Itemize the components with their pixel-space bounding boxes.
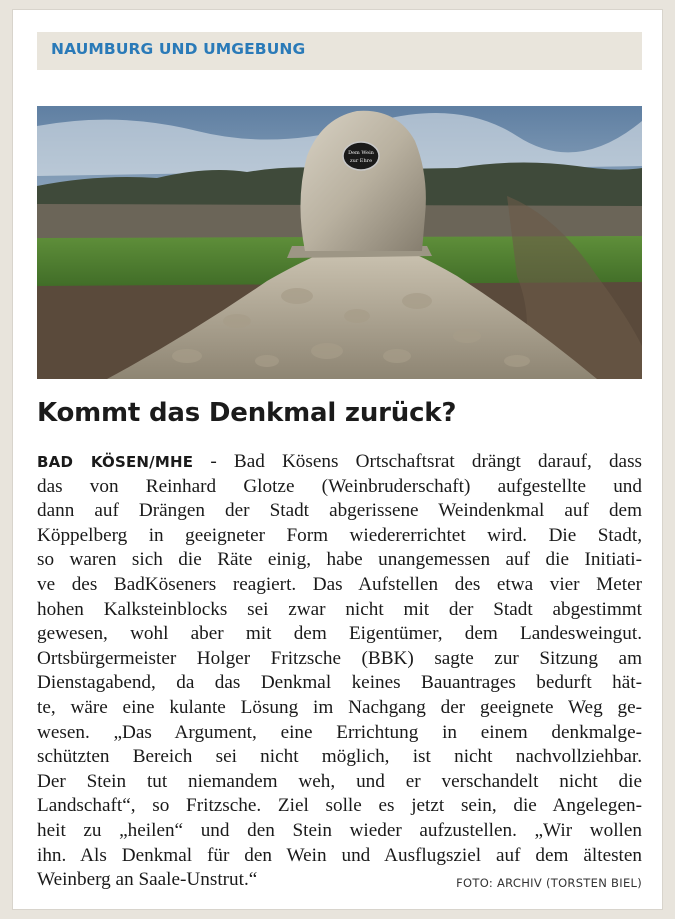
- article-line: so waren sich die Räte einig, habe unangemessen auf die Initiati-: [37, 549, 642, 571]
- plaque-text-2: zur Ehre: [349, 158, 373, 164]
- dateline: BAD KÖSEN/MHE: [37, 453, 194, 471]
- article-line: heit zu „heilen“ und den Stein wieder aufzustellen. „Wir wollen: [37, 819, 642, 841]
- article-line: Dienstagabend, da das Denkmal keines Bauantrages bedurft hät-: [37, 672, 642, 694]
- article-body: [37, 450, 642, 893]
- article-line: Ortsbürgermeister Holger Fritzsche (BBK) sagte zur Sitzung am: [37, 647, 642, 669]
- article-line: wesen. „Das Argument, eine Errichtung in einem denkmalge-: [37, 721, 642, 743]
- article-line: hohen Kalksteinblocks sei zwar nicht mit der Stadt abgestimmt: [37, 598, 642, 620]
- section-label: NAUMBURG UND UMGEBUNG: [51, 40, 306, 58]
- article-line: Köppelberg in geeigneter Form wiedererrichtet wird. Die Stadt,: [37, 524, 642, 546]
- article-line: Der Stein tut niemandem weh, und er verschandelt nicht die: [37, 770, 642, 792]
- article-photo: [37, 106, 642, 379]
- headline: Kommt das Denkmal zurück?: [37, 398, 457, 428]
- plaque-text-1: Dem Wein: [348, 150, 374, 156]
- article-line: das von Reinhard Glotze (Weinbruderschaft) aufgestellte und: [37, 475, 642, 497]
- photo-credit: FOTO: ARCHIV (TORSTEN BIEL): [456, 876, 642, 891]
- article-line: dann auf Drängen der Stadt abgerissene Weindenkmal auf dem: [37, 500, 642, 522]
- newspaper-page: [13, 10, 662, 909]
- section-header: [37, 32, 642, 70]
- monument-photo-illustration: [37, 106, 642, 379]
- article-line: te, wäre eine kulante Lösung im Nachgang der geeignete Weg ge-: [37, 696, 642, 718]
- article-line: ihn. Als Denkmal für den Wein und Ausflugsziel auf dem ältesten: [37, 844, 642, 866]
- article-line: ve des BadKöseners reagiert. Das Aufstellen des etwa vier Meter: [37, 573, 642, 595]
- article-line: BAD KÖSEN/MHE - Bad Kösens Ortschaftsrat drängt darauf, dass: [37, 451, 643, 472]
- article-line: gewesen, wohl aber mit dem Eigentümer, dem Landesweingut.: [37, 623, 642, 645]
- plaque: [343, 142, 379, 170]
- article-line-last: Weinberg an Saale-Unstrut.“ FOTO: ARCHIV (TORSTEN BIEL): [37, 868, 642, 893]
- article-line: Landschaft“, so Fritzsche. Ziel solle es jetzt sein, die Angelegen-: [37, 795, 642, 817]
- article-line: schützten Bereich sei nicht möglich, ist nicht nachvollziehbar.: [37, 746, 642, 768]
